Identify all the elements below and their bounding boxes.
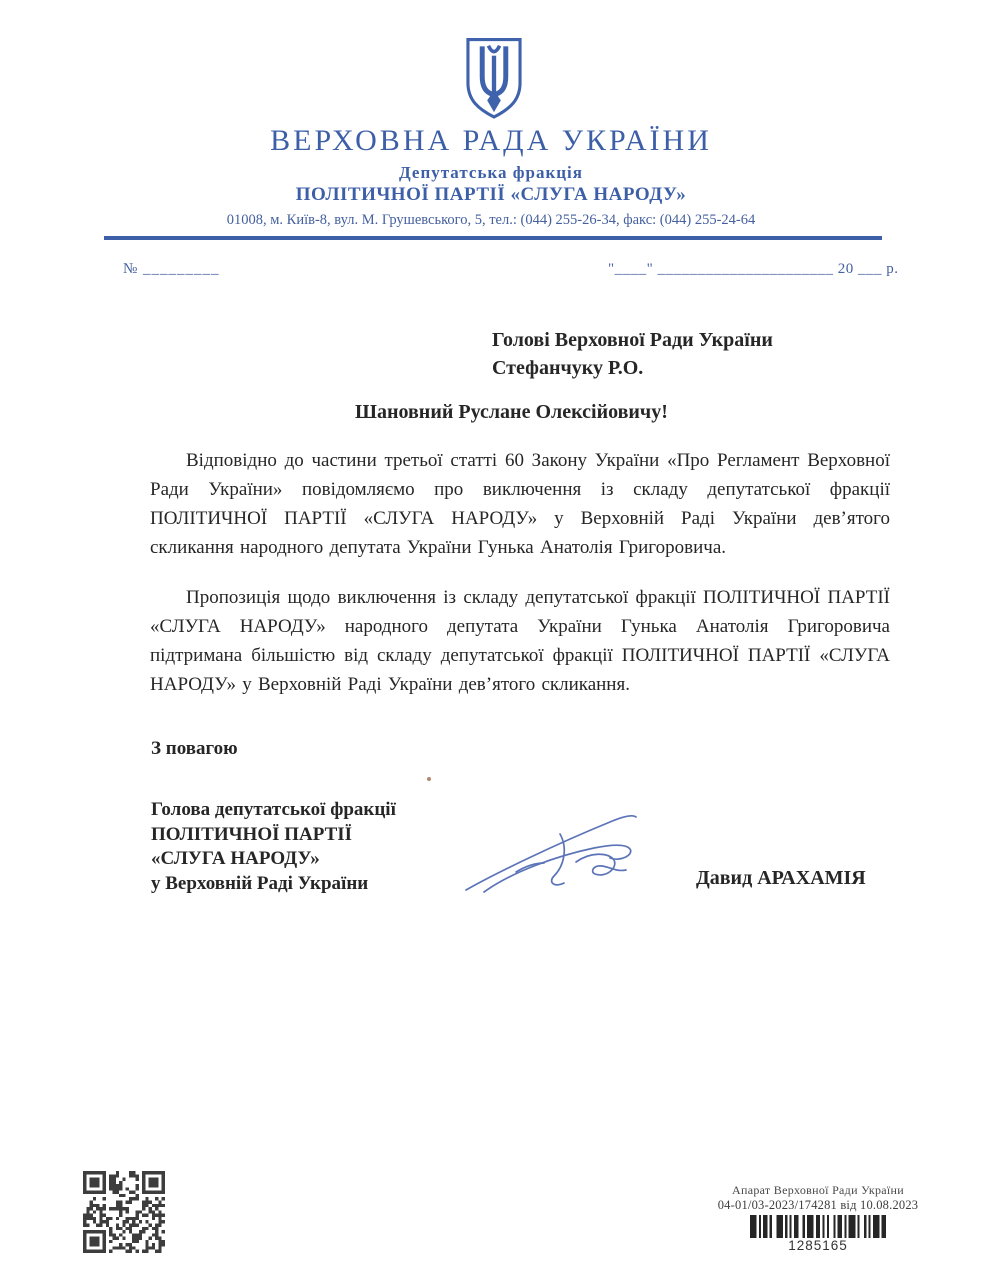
ink-speck: [427, 777, 431, 781]
ukraine-trident-emblem-icon: [463, 37, 525, 119]
signer-title-line: у Верховній Раді України: [151, 872, 369, 894]
signer-title-line: Голова депутатської фракції: [151, 799, 396, 820]
barcode-icon: [750, 1215, 886, 1238]
address-line: 01008, м. Київ-8, вул. М. Грушевського, 5, тел.: (044) 255-26-34, факс: (044) 255-24-64: [226, 212, 756, 228]
org-name: ВЕРХОВНА РАДА УКРАЇНИ: [270, 124, 712, 157]
signer-title-block: [151, 798, 396, 896]
recipient-line: Голові Верховної Ради України: [492, 329, 773, 351]
signer-name: Давид АРАХАМІЯ: [696, 867, 866, 889]
handwritten-signature-icon: [460, 806, 648, 900]
body-paragraph-1: Відповідно до частини третьої статті 60 Закону України «Про Регламент Верховної Ради України» повідомляємо про виключення із складу депутатської фракції ПОЛІТИЧНОЇ ПАРТІЇ «СЛУГА НАРОДУ» у Верховній Раді України дев’ятого скликання народного депутата України Гунька Анатолія Григоровича.: [150, 450, 890, 558]
registration-stamp: [716, 1183, 920, 1253]
salutation: Шановний Руслане Олексійовичу!: [355, 401, 668, 423]
stamp-number-line: 04-01/03-2023/174281 від 10.08.2023: [717, 1198, 919, 1212]
barcode-number: 1285165: [788, 1238, 848, 1253]
closing-respect: З повагою: [151, 738, 238, 759]
stamp-org-line: Апарат Верховної Ради України: [732, 1183, 904, 1197]
doc-number-blank: № _________: [123, 261, 220, 277]
body-paragraph-2: Пропозиція щодо виключення із складу депутатської фракції ПОЛІТИЧНОЇ ПАРТІЇ «СЛУГА НАРОДУ» народного депутата України Гунька Анатолія Григоровича підтримана більшістю від складу депутатської фракції ПОЛІТИЧНОЇ ПАРТІЇ «СЛУГА НАРОДУ» у Верховній Раді України дев’ятого скликання.: [150, 587, 890, 695]
letterhead-double-rule: [104, 236, 882, 240]
signer-title-line: ПОЛІТИЧНОЇ ПАРТІЇ: [151, 823, 353, 845]
party-name-subtitle: ПОЛІТИЧНОЇ ПАРТІЇ «СЛУГА НАРОДУ»: [295, 184, 687, 205]
recipient-line: Стефанчуку Р.О.: [492, 357, 644, 379]
faction-subtitle: Депутатська фракція: [399, 163, 583, 182]
signer-title-line: «СЛУГА НАРОДУ»: [151, 848, 320, 869]
doc-date-blank: "____" ______________________ 20 ___ р.: [608, 261, 899, 277]
recipient-block: [492, 326, 773, 382]
qr-code-icon: [83, 1171, 165, 1253]
